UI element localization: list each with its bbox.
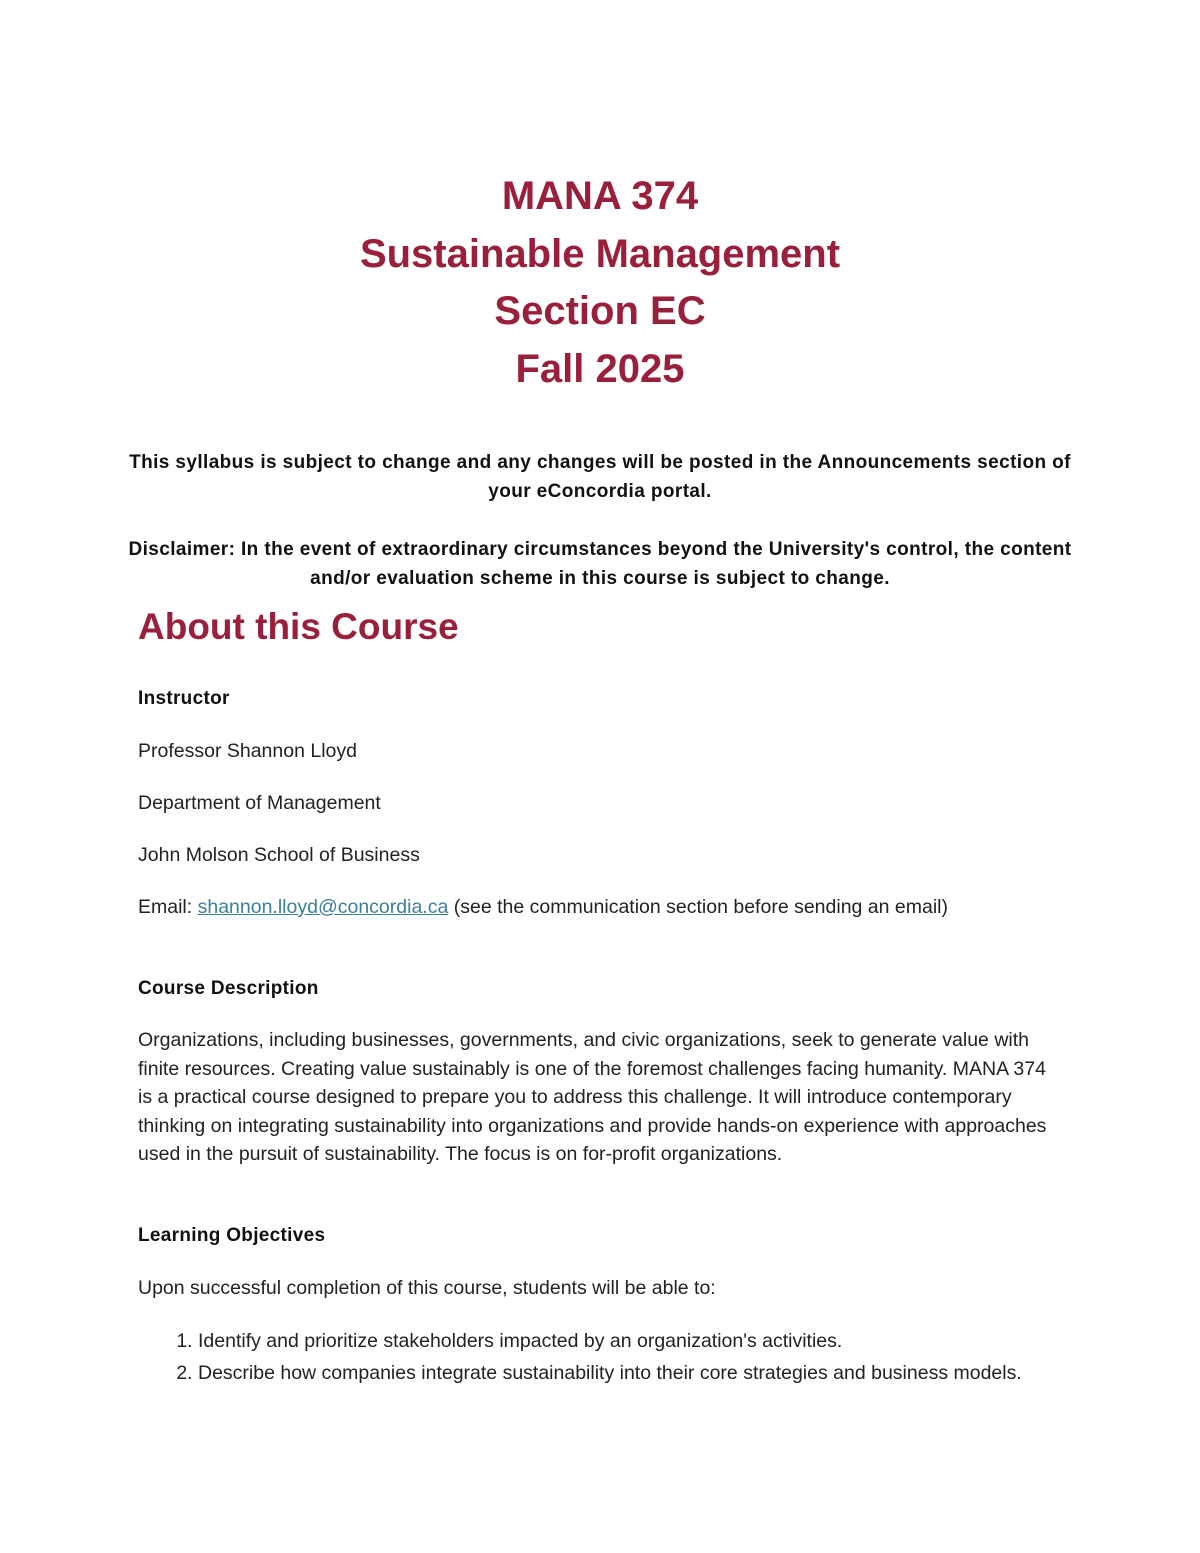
objectives-list — [138, 1327, 1038, 1390]
email-link[interactable]: shannon.lloyd@concordia.ca — [197, 896, 449, 918]
description-text: Organizations, including businesses, governments, and civic organizations, seek to generate value with finite resources. Creating value sustainably is one of the foremost challenges facing humanity. MANA 374 is a practical course designed to prepare you to address this challenge. It will introduce contemporary thinking on integrating sustainability into organizations and provide hands-on experience with approaches used in the pursuit of sustainability. The focus is on for-profit organizations. — [138, 1029, 1047, 1165]
instructor-school: John Molson School of Business — [138, 844, 420, 866]
course-section: Section EC — [494, 289, 706, 333]
course-code: MANA 374 — [501, 174, 699, 218]
instructor-heading: Instructor — [138, 688, 230, 709]
about-heading: About this Course — [138, 606, 459, 647]
objectives-intro: Upon successful completion of this course, students will be able to: — [138, 1277, 716, 1299]
email-label: Email: — [138, 896, 198, 918]
instructor-name: Professor Shannon Lloyd — [138, 740, 357, 762]
title-block — [0, 168, 1200, 398]
change-notice: This syllabus is subject to change and any changes will be posted in the Announcements section of your eConcordia portal. — [129, 452, 1071, 502]
course-term: Fall 2025 — [515, 346, 685, 391]
list-item: 1. Identify and prioritize stakeholders impacted by an organization's activities. — [198, 1327, 1038, 1356]
disclaimer: Disclaimer: In the event of extraordinary circumstances beyond the University's control, the content and/or evaluation scheme in this course is subject to change. — [128, 539, 1072, 589]
description-heading: Course Description — [138, 978, 319, 999]
objectives-heading: Learning Objectives — [138, 1225, 326, 1246]
email-note: (see the communication section before sending an email) — [448, 896, 948, 918]
course-name: Sustainable Management — [359, 231, 841, 276]
list-item: 2. Describe how companies integrate sustainability into their core strategies and business models. — [198, 1359, 1038, 1388]
instructor-email-line — [138, 894, 948, 920]
instructor-department: Department of Management — [138, 792, 381, 814]
